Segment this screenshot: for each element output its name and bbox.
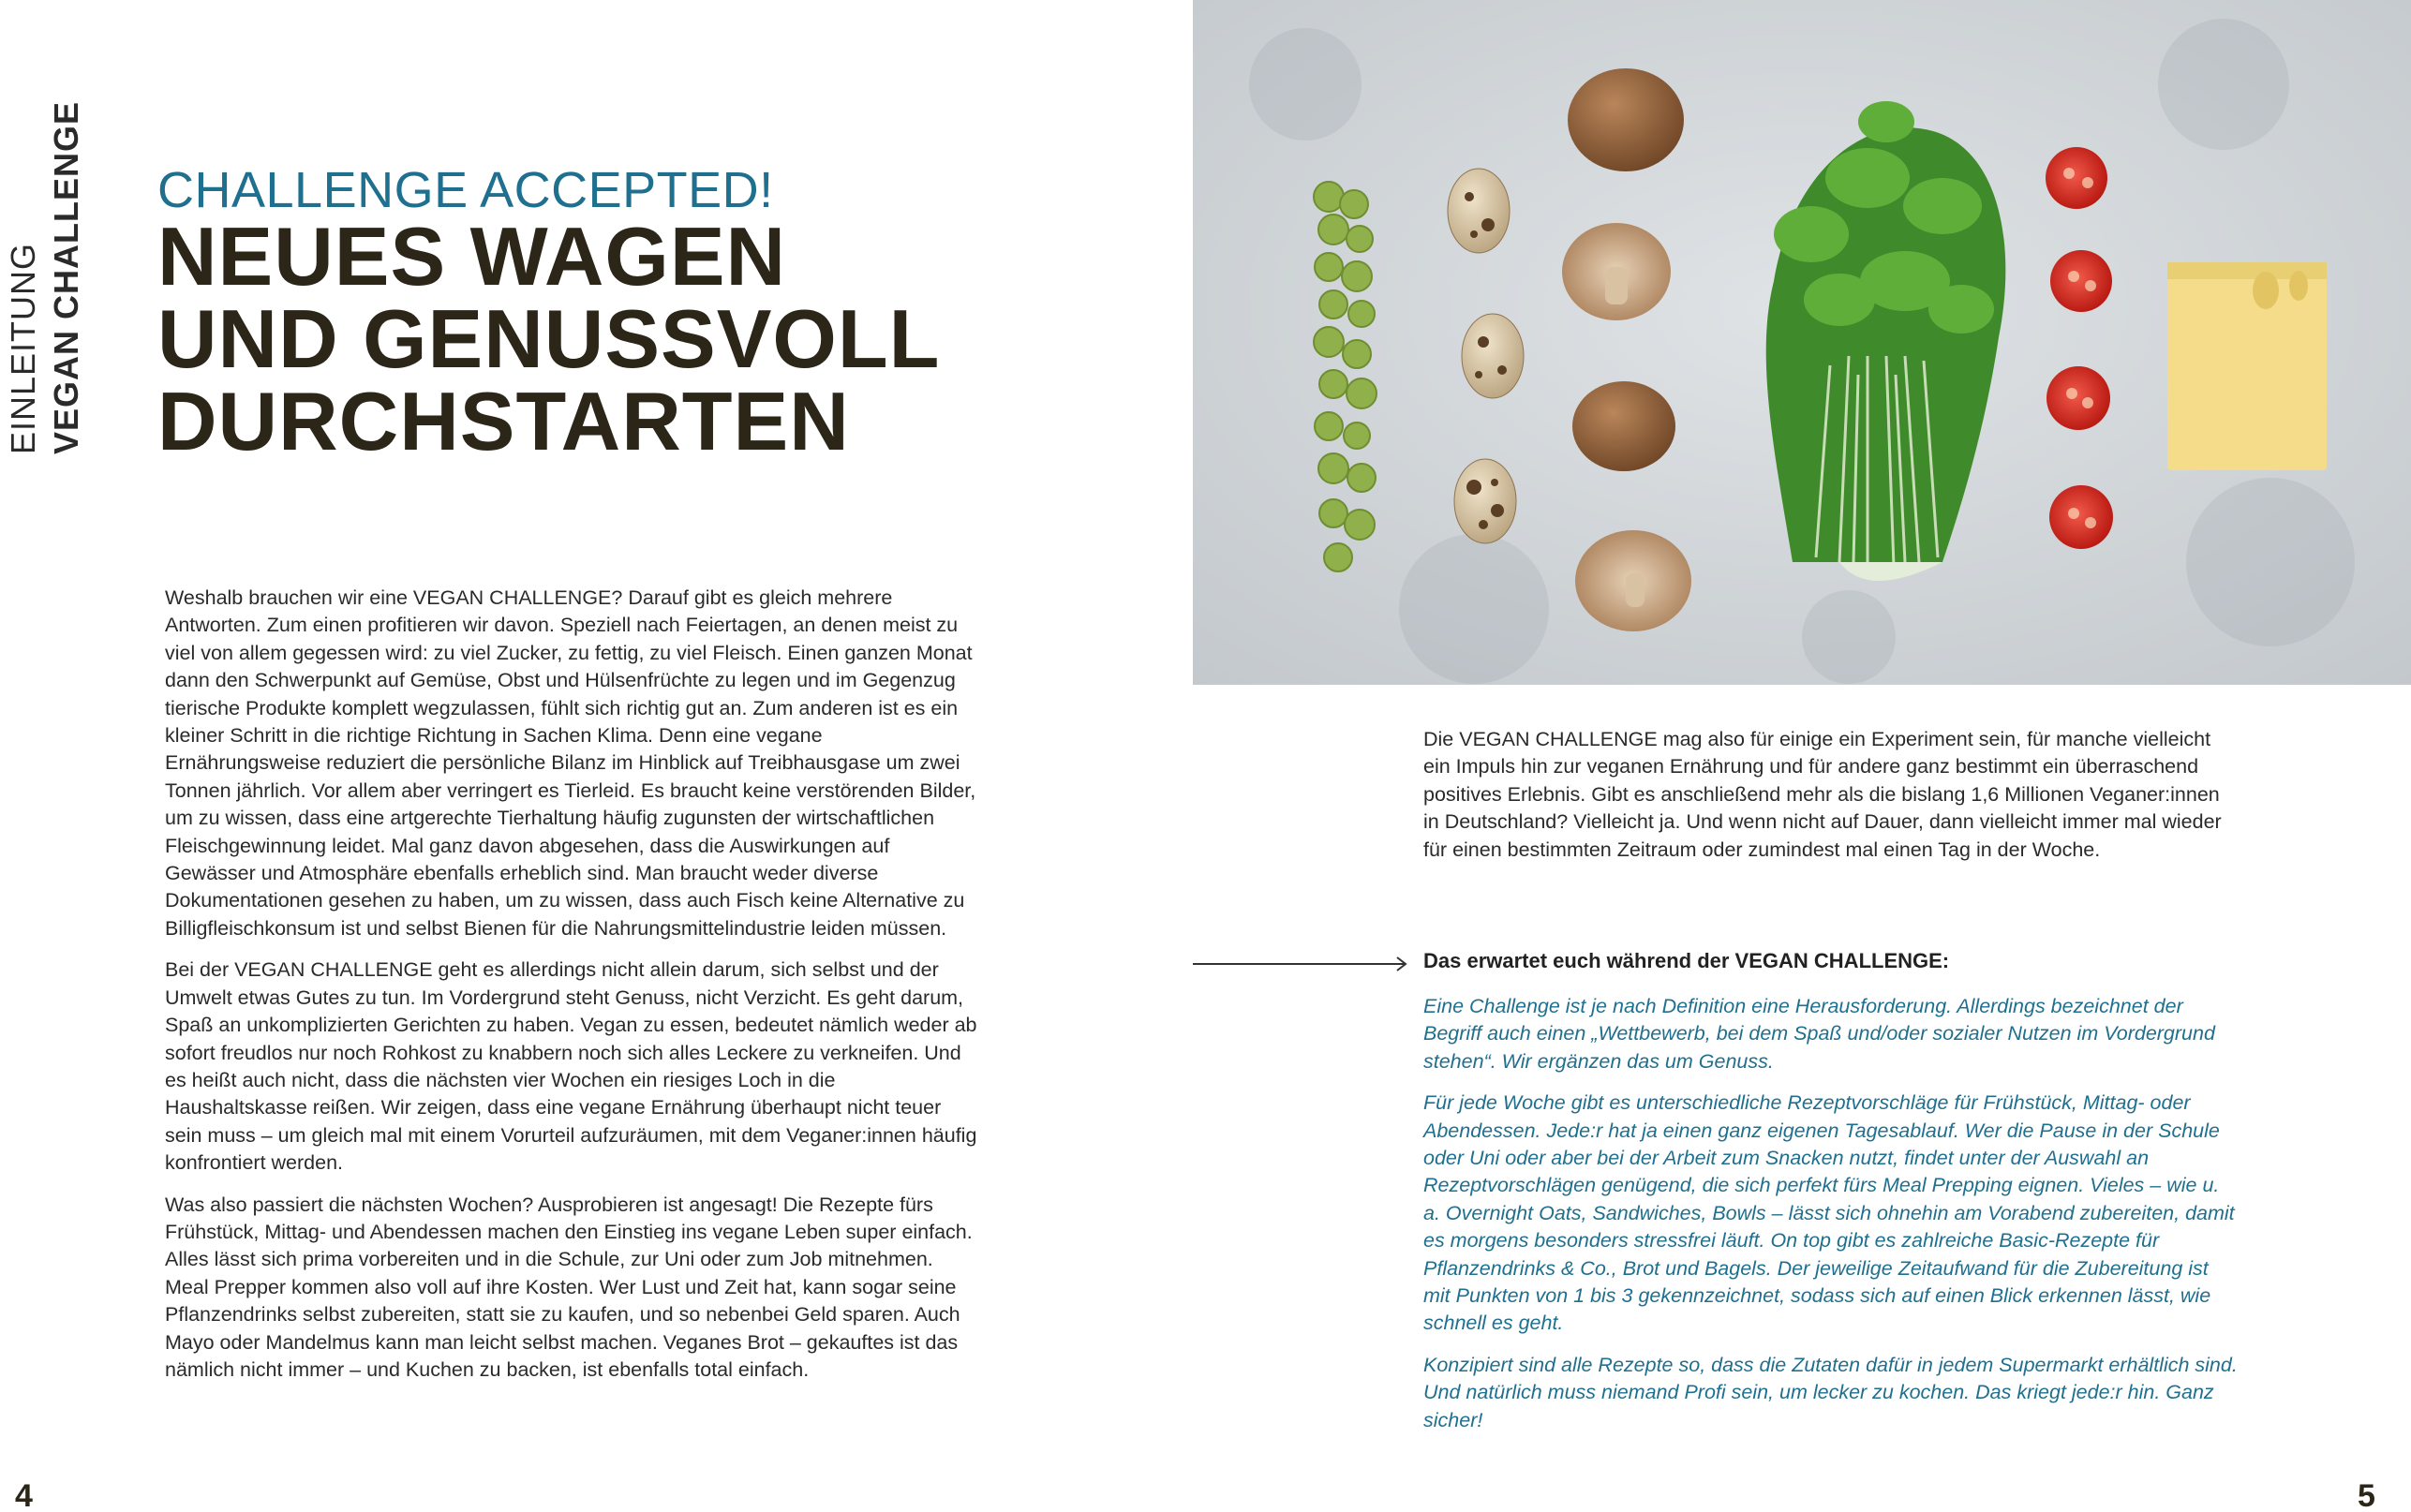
body-paragraph: Was also passiert die nächsten Wochen? Ausprobieren ist angesagt! Die Rezepte fürs Frühstück, Mittag- und Abendessen machen den Einstieg ins vegane Leben super einfach. Alles lässt sich prima vorbereiten und in die Schule, zur Uni oder zum Job mitnehmen. Meal Prepper kommen also voll auf ihre Kosten. Wer Lust und Zeit hat, kann sogar seine Pflanzendrinks selbst zubereiten, statt sie zu kaufen, und so nebenbei Geld sparen. Auch Mayo oder Mandelmus kann man leicht selbst machen. Veganes Brot – gekauftes ist das nämlich nicht immer – und Kuchen zu backen, ist ebenfalls total einfach.: [165, 1193, 973, 1381]
teal-paragraph: Eine Challenge ist je nach Definition eine Herausforderung. Allerdings bezeichnet der Begriff auch einen „Wettbewerb, bei dem Spaß und/oder sozialer Nutzen im Vordergrund stehen“. Wir ergänzen das um Genuss.: [1423, 995, 2215, 1073]
body-paragraph: Weshalb brauchen wir eine VEGAN CHALLENGE? Darauf gibt es gleich mehrere Antworten. Zum einen profitieren wir davon. Speziell nach Feiertagen, an denen meist zu viel von allem gegessen wird: zu viel Zucker, zu fettig, zu viel Fleisch. Einen ganzen Monat dann den Schwerpunkt auf Gemüse, Obst und Hülsenfrüchte zu legen und im Gegenzug tierische Produkte komplett wegzulassen, fühlt sich richtig gut an. Zum anderen ist es ein kleiner Schritt in die richtige Richtung in Sachen Klima. Denn eine vegane Ernährungsweise reduziert die persönliche Bilanz im Hinblick auf Treibhausgase um zwei Tonnen jährlich. Vor allem aber verringert es Tierleid. Es braucht keine verstörenden Bilder, um zu wissen, dass eine artgerechte Tierhaltung häufig zugunsten der wirtschaftlichen Fleischgewinnung leidet. Mal ganz davon abgesehen, dass die Auswirkungen auf Gewässer und Atmosphäre ebenfalls erheblich sind. Man braucht weder diverse Dokumentationen gesehen zu haben, um zu wissen, dass auch Fisch keine Alternative zu Billigfleischkonsum ist und selbst Bienen für die Nahrungsmittelindustrie leiden müssen.: [165, 586, 976, 940]
body-paragraph: Bei der VEGAN CHALLENGE geht es allerdings nicht allein darum, sich selbst und der Umwelt etwas Gutes zu tun. Im Vordergrund steht Genuss, nicht Verzicht. Es geht darum, Spaß an unkomplizierten Gerichten zu haben. Vegan zu essen, bedeutet nämlich weder ab sofort freudlos nur noch Rohkost zu knabbern noch sich alles Leckere zu verkneifen. Und es heißt auch nicht, dass die nächsten vier Wochen ein riesiges Loch in die Haushaltskasse reißen. Wir zeigen, dass eine vegane Ernährung überhaupt nicht teuer sein muss – um gleich mal mit einem Vorurteil aufzuräumen, mit dem Veganer:innen häufig konfrontiert werden.: [165, 958, 977, 1175]
intro-paragraph: Die VEGAN CHALLENGE mag also für einige ein Experiment sein, für manche vielleicht ein Impuls hin zur veganen Ernährung und für andere ganz bestimmt ein überraschend positives Erlebnis. Gibt es anschließend mehr als die bislang 1,6 Millionen Veganer:innen in Deutschland? Vielleicht ja. Und wenn nicht auf Dauer, dann vielleicht immer mal wieder für einen bestimmten Zeitraum oder zumindest mal einen Tag in der Woche.: [1423, 728, 2222, 861]
section-label: [4, 98, 85, 454]
headline-line: DURCHSTARTEN: [157, 375, 850, 467]
teal-paragraph: Für jede Woche gibt es unterschiedliche Rezeptvorschläge für Frühstück, Mittag- oder Abendessen. Jede:r hat ja einen ganz eigenen Tagesablauf. Wer die Pause in der Schule oder Uni oder aber bei der Arbeit zum Snacken nutzt, findet unter der Auswahl an Rezeptvorschlägen genügend, die sich perfekt fürs Meal Prepping eignen. Vieles – wie u. a. Overnight Oats, Sandwiches, Bowls – lässt sich ohnehin am Vorabend zubereiten, damit es morgens besonders stressfrei läuft. On top gibt es zahlreiche Basic-Rezepte für Pflanzendrinks & Co., Brot und Bagels. Der jeweilige Zeitaufwand für die Zubereitung ist mit Punkten von 1 bis 3 gekennzeichnet, sodass sich auf einen Blick erkennen lässt, wie schnell es geht.: [1423, 1091, 2235, 1335]
page-headline: [157, 210, 1001, 467]
headline-line: NEUES WAGEN: [157, 210, 787, 303]
section-label-title: VEGAN CHALLENGE: [47, 100, 85, 454]
section-label-chapter: EINLEITUNG: [4, 242, 42, 454]
headline-line: UND GENUSSVOLL: [157, 292, 941, 385]
teal-paragraph: Konzipiert sind alle Rezepte so, dass die Zutaten dafür in jedem Supermarkt erhältlich sind. Und natürlich muss niemand Profi sein, um lecker zu kochen. Das kriegt jede:r hin. Ganz sicher!: [1423, 1353, 2238, 1431]
ingredients-photo: [1193, 0, 2411, 685]
kicker-title: CHALLENGE ACCEPTED!: [157, 162, 774, 218]
page-number-left: 4: [15, 1478, 33, 1512]
expect-heading: Das erwartet euch während der VEGAN CHALLENGE:: [1423, 949, 1950, 972]
right-intro-text: [1423, 726, 2239, 878]
cheese-block: [2167, 262, 2327, 470]
left-body-text: [165, 585, 980, 1398]
arrow-icon: [1193, 954, 1410, 974]
expect-text: [1423, 993, 2239, 1448]
page-number-right: 5: [2358, 1478, 2375, 1512]
